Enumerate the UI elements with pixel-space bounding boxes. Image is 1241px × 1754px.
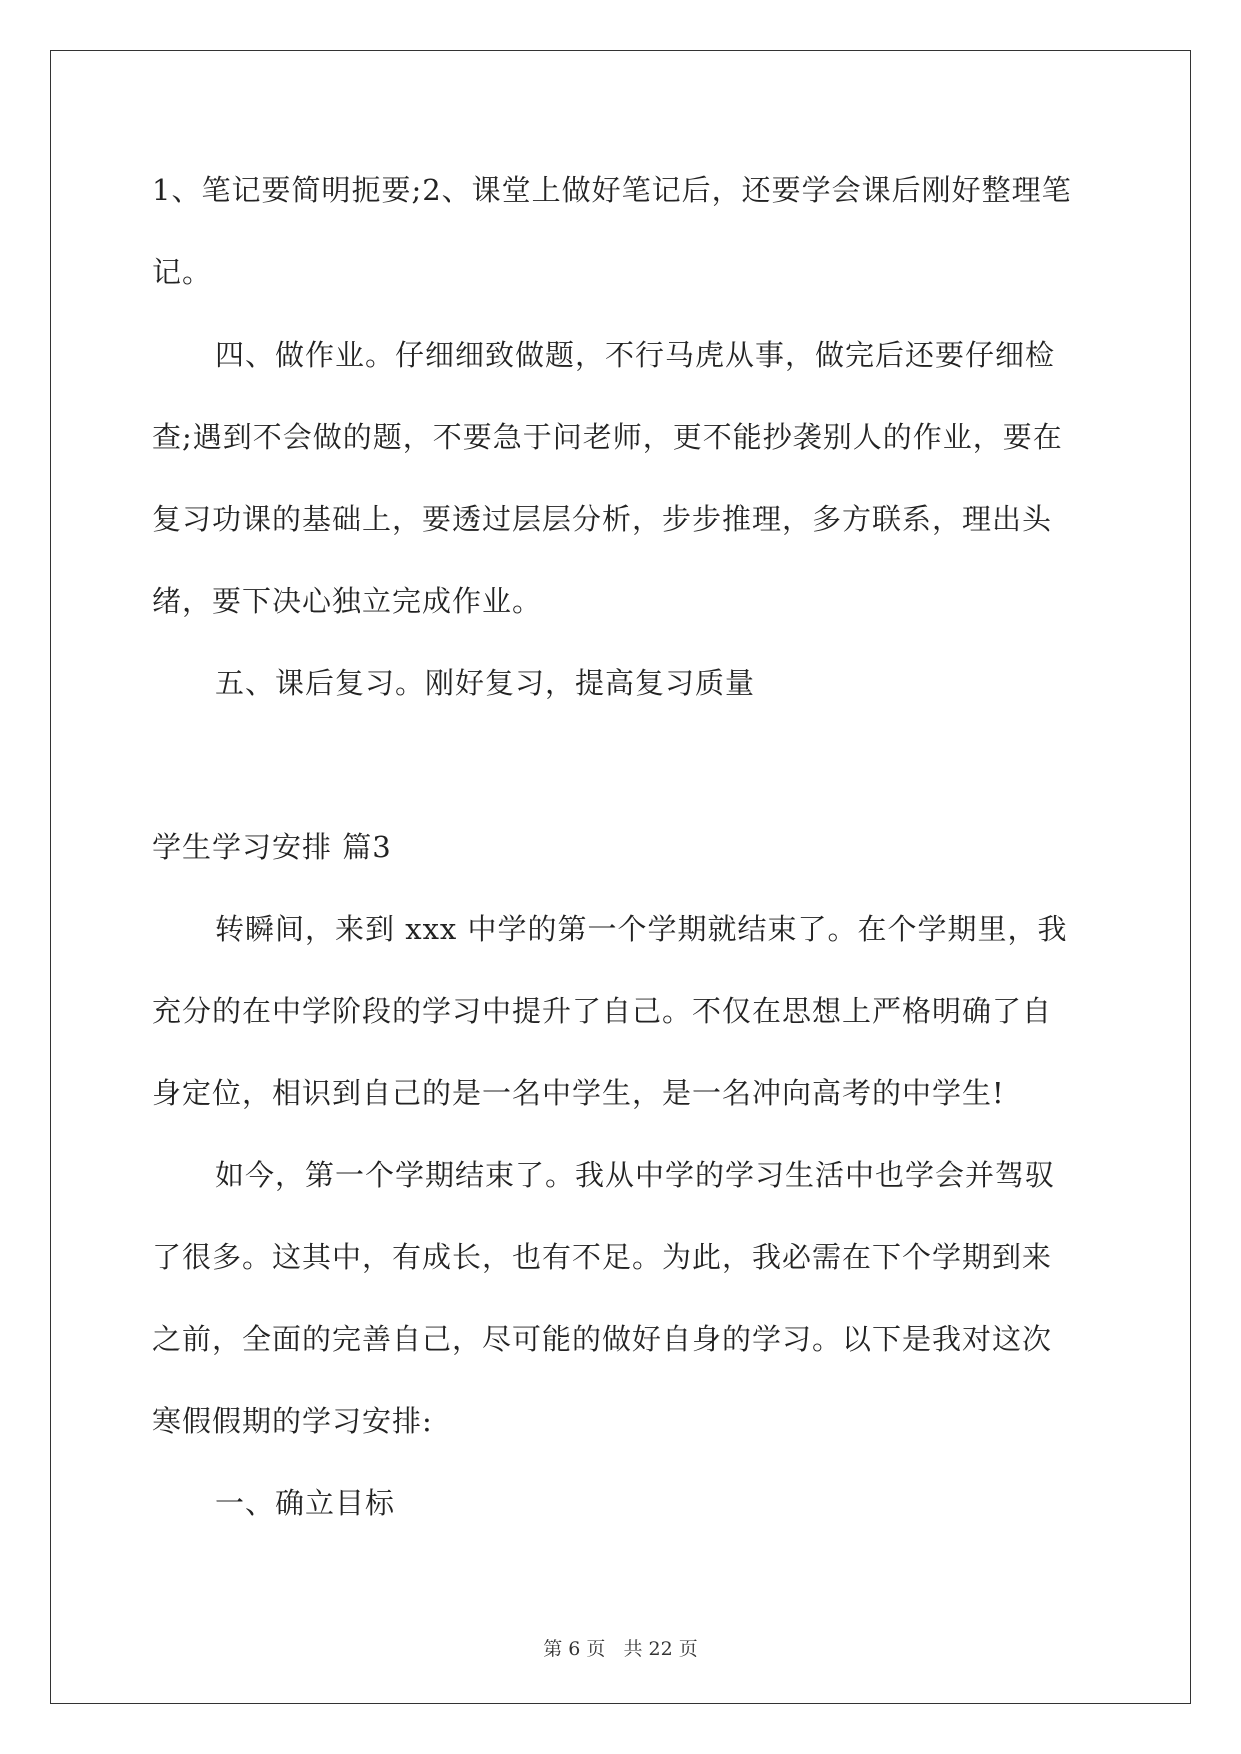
paragraph-line: 寒假假期的学习安排:: [152, 1404, 433, 1438]
paragraph-line: 了很多。这其中，有成长，也有不足。为此，我必需在下个学期到来: [152, 1240, 1053, 1274]
paragraph-line: 复习功课的基础上，要透过层层分析，步步推理，多方联系，理出头: [152, 502, 1053, 536]
paragraph-line: 转瞬间，来到 xxx 中学的第一个学期就结束了。在个学期里，我: [215, 912, 1068, 946]
paragraph-line: 四、做作业。仔细细致做题，不行马虎从事，做完后还要仔细检: [215, 338, 1056, 372]
paragraph-line: 1、笔记要简明扼要;2、课堂上做好笔记后，还要学会课后刚好整理笔: [152, 173, 1072, 207]
paragraph-line: 如今，第一个学期结束了。我从中学的学习生活中也学会并驾驭: [215, 1158, 1056, 1192]
paragraph-line: 记。: [152, 255, 213, 289]
paragraph-line: 五、课后复习。刚好复习，提高复习质量: [215, 666, 756, 700]
page-footer: [0, 1634, 1241, 1661]
paragraph-line: 之前，全面的完善自己，尽可能的做好自身的学习。以下是我对这次: [152, 1322, 1053, 1356]
page-border: [50, 50, 1191, 1704]
paragraph-line: 身定位，相识到自己的是一名中学生，是一名冲向高考的中学生!: [152, 1076, 1005, 1110]
paragraph-line: 一、确立目标: [215, 1486, 396, 1520]
paragraph-line: 查;遇到不会做的题，不要急于问老师，更不能抄袭别人的作业，要在: [152, 420, 1063, 454]
page-number: 第 6 页: [543, 1638, 606, 1660]
section-heading: 学生学习安排 篇3: [152, 830, 392, 864]
paragraph-line: 充分的在中学阶段的学习中提升了自己。不仅在思想上严格明确了自: [152, 994, 1053, 1028]
page-total: 共 22 页: [623, 1638, 698, 1660]
paragraph-line: 绪，要下决心独立完成作业。: [152, 584, 543, 618]
